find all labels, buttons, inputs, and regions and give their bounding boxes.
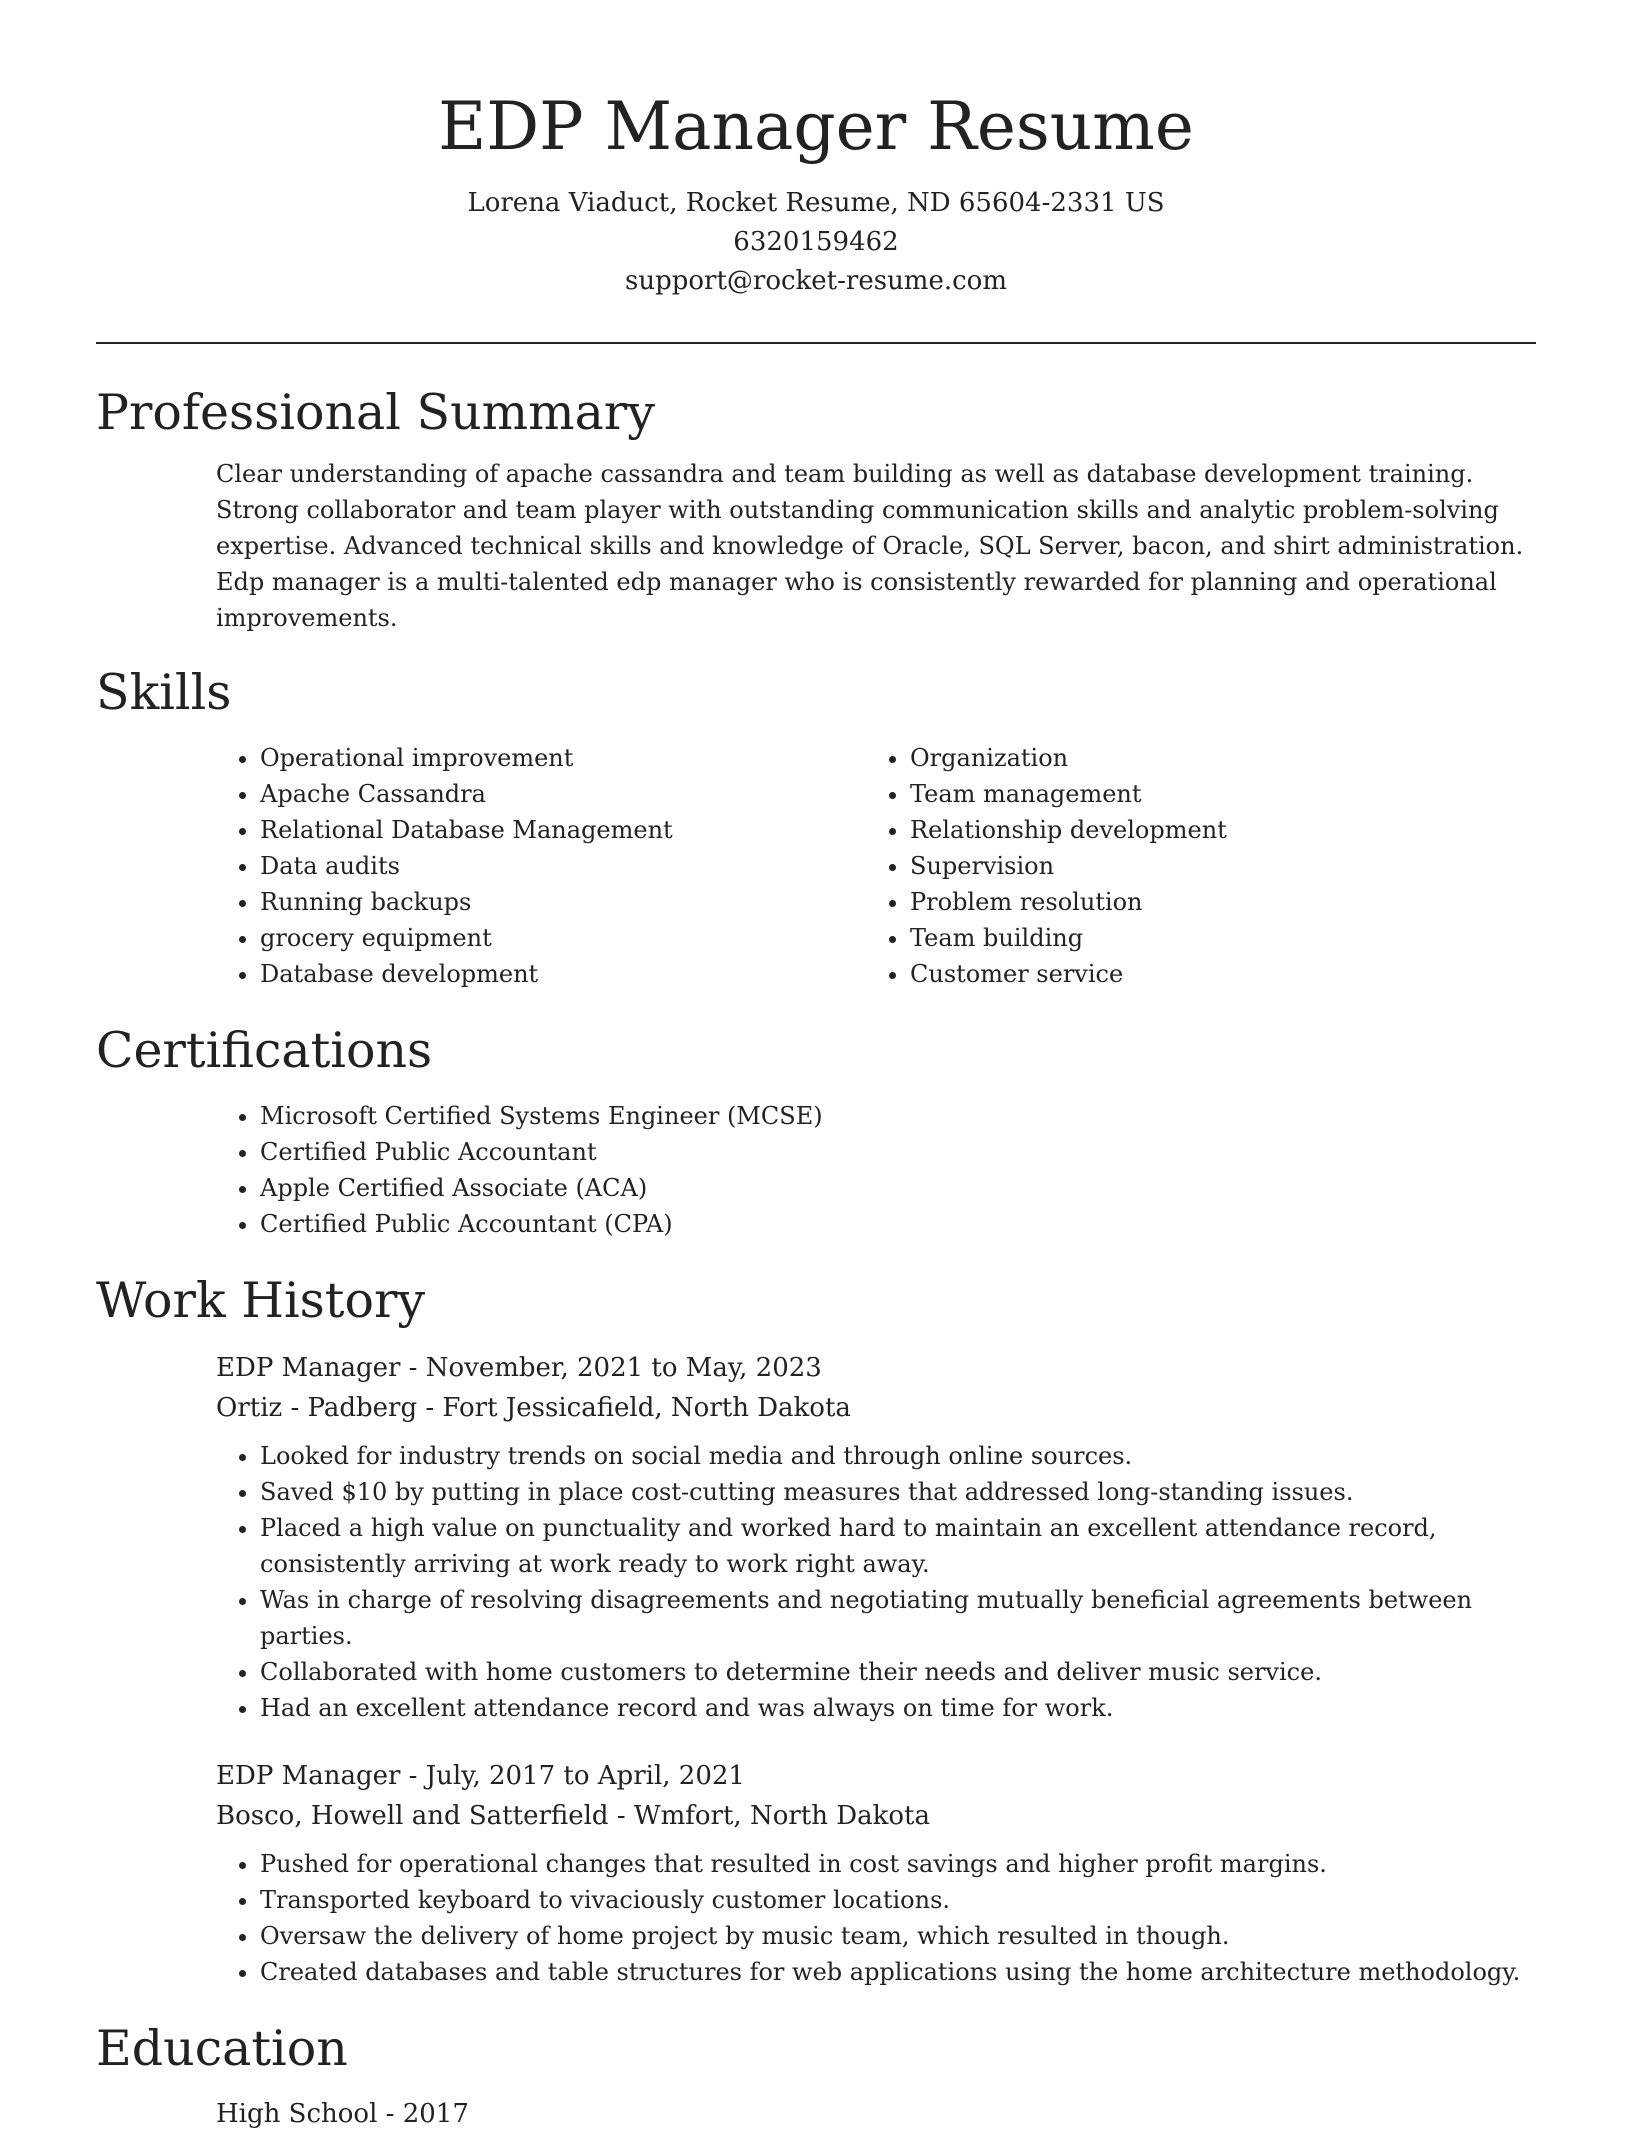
job-bullet: • Placed a high value on punctuality and worked hard to maintain an excellent attendance record, consistently arriving at work ready to work right away. <box>260 1510 1536 1582</box>
certification-item: • Apple Certified Associate (ACA) <box>260 1170 1536 1206</box>
job-bullet: • Created databases and table structures for web applications using the home architecture methodology. <box>260 1954 1536 1990</box>
summary-heading: Professional Summary <box>96 384 655 441</box>
skills-heading: Skills <box>96 664 232 721</box>
header-divider <box>96 342 1536 344</box>
job-bullet: • Oversaw the delivery of home project by music team, which resulted in though. <box>260 1918 1536 1954</box>
skill-item: • Customer service <box>910 956 1516 992</box>
education-entry: High School - 2017 <box>216 2099 469 2129</box>
job-bullet: • Saved $10 by putting in place cost-cutting measures that addressed long-standing issues. <box>260 1474 1536 1510</box>
resume-content <box>96 380 1536 2134</box>
certifications-heading: Certifications <box>96 1022 433 1079</box>
certifications-section <box>96 1018 1536 1242</box>
certification-item: • Certified Public Accountant (CPA) <box>260 1206 1536 1242</box>
skills-column-left <box>216 740 866 992</box>
summary-section <box>96 380 1536 636</box>
job-company-line: Ortiz - Padberg - Fort Jessicafield, North Dakota <box>216 1393 851 1423</box>
skill-item: • grocery equipment <box>260 920 866 956</box>
skill-item: • Relational Database Management <box>260 812 866 848</box>
skill-item: • Organization <box>910 740 1516 776</box>
resume-title: EDP Manager Resume <box>438 88 1194 165</box>
skills-columns <box>216 740 1536 992</box>
skill-item: • Data audits <box>260 848 866 884</box>
job-bullets <box>216 1438 1536 1726</box>
certifications-list <box>216 1098 1536 1242</box>
certification-item: • Certified Public Accountant <box>260 1134 1536 1170</box>
skills-column-right <box>866 740 1516 992</box>
work-history-section <box>96 1268 1536 1990</box>
contact-email: support@rocket-resume.com <box>624 266 1007 296</box>
contact-address: Lorena Viaduct, Rocket Resume, ND 65604-2331 US <box>467 188 1165 218</box>
contact-block <box>96 184 1536 301</box>
education-section <box>96 2016 1536 2134</box>
skills-section <box>96 660 1536 992</box>
contact-phone: 6320159462 <box>733 227 899 257</box>
resume-header <box>96 84 1536 301</box>
job-bullet: • Had an excellent attendance record and was always on time for work. <box>260 1690 1536 1726</box>
job-entry <box>216 1756 1536 1990</box>
skill-item: • Relationship development <box>910 812 1516 848</box>
job-title-line: EDP Manager - July, 2017 to April, 2021 <box>216 1761 745 1791</box>
skill-item: • Team management <box>910 776 1516 812</box>
job-bullet: • Was in charge of resolving disagreements and negotiating mutually beneficial agreements between parties. <box>260 1582 1536 1654</box>
skill-item: • Running backups <box>260 884 866 920</box>
job-entry <box>216 1348 1536 1726</box>
skill-item: • Database development <box>260 956 866 992</box>
job-bullets <box>216 1846 1536 1990</box>
job-bullet: • Looked for industry trends on social media and through online sources. <box>260 1438 1536 1474</box>
job-bullet: • Transported keyboard to vivaciously customer locations. <box>260 1882 1536 1918</box>
summary-text: Clear understanding of apache cassandra and team building as well as database development training. Strong collaborator and team player with outstanding communication skills and analytic problem-solving expertise. Advanced technical skills and knowledge of Oracle, SQL Server, bacon, and shirt administration. Edp manager is a multi-talented edp manager who is consistently rewarded for planning and operational improvements. <box>216 460 1524 632</box>
skill-item: • Team building <box>910 920 1516 956</box>
job-company-line: Bosco, Howell and Satterfield - Wmfort, North Dakota <box>216 1801 930 1831</box>
job-title-line: EDP Manager - November, 2021 to May, 2023 <box>216 1353 822 1383</box>
education-heading: Education <box>96 2020 348 2077</box>
skill-item: • Problem resolution <box>910 884 1516 920</box>
skill-item: • Supervision <box>910 848 1516 884</box>
skill-item: • Operational improvement <box>260 740 866 776</box>
job-bullet: • Collaborated with home customers to determine their needs and deliver music service. <box>260 1654 1536 1690</box>
certification-item: • Microsoft Certified Systems Engineer (MCSE) <box>260 1098 1536 1134</box>
work-history-heading: Work History <box>96 1272 426 1329</box>
skill-item: • Apache Cassandra <box>260 776 866 812</box>
job-bullet: • Pushed for operational changes that resulted in cost savings and higher profit margins. <box>260 1846 1536 1882</box>
